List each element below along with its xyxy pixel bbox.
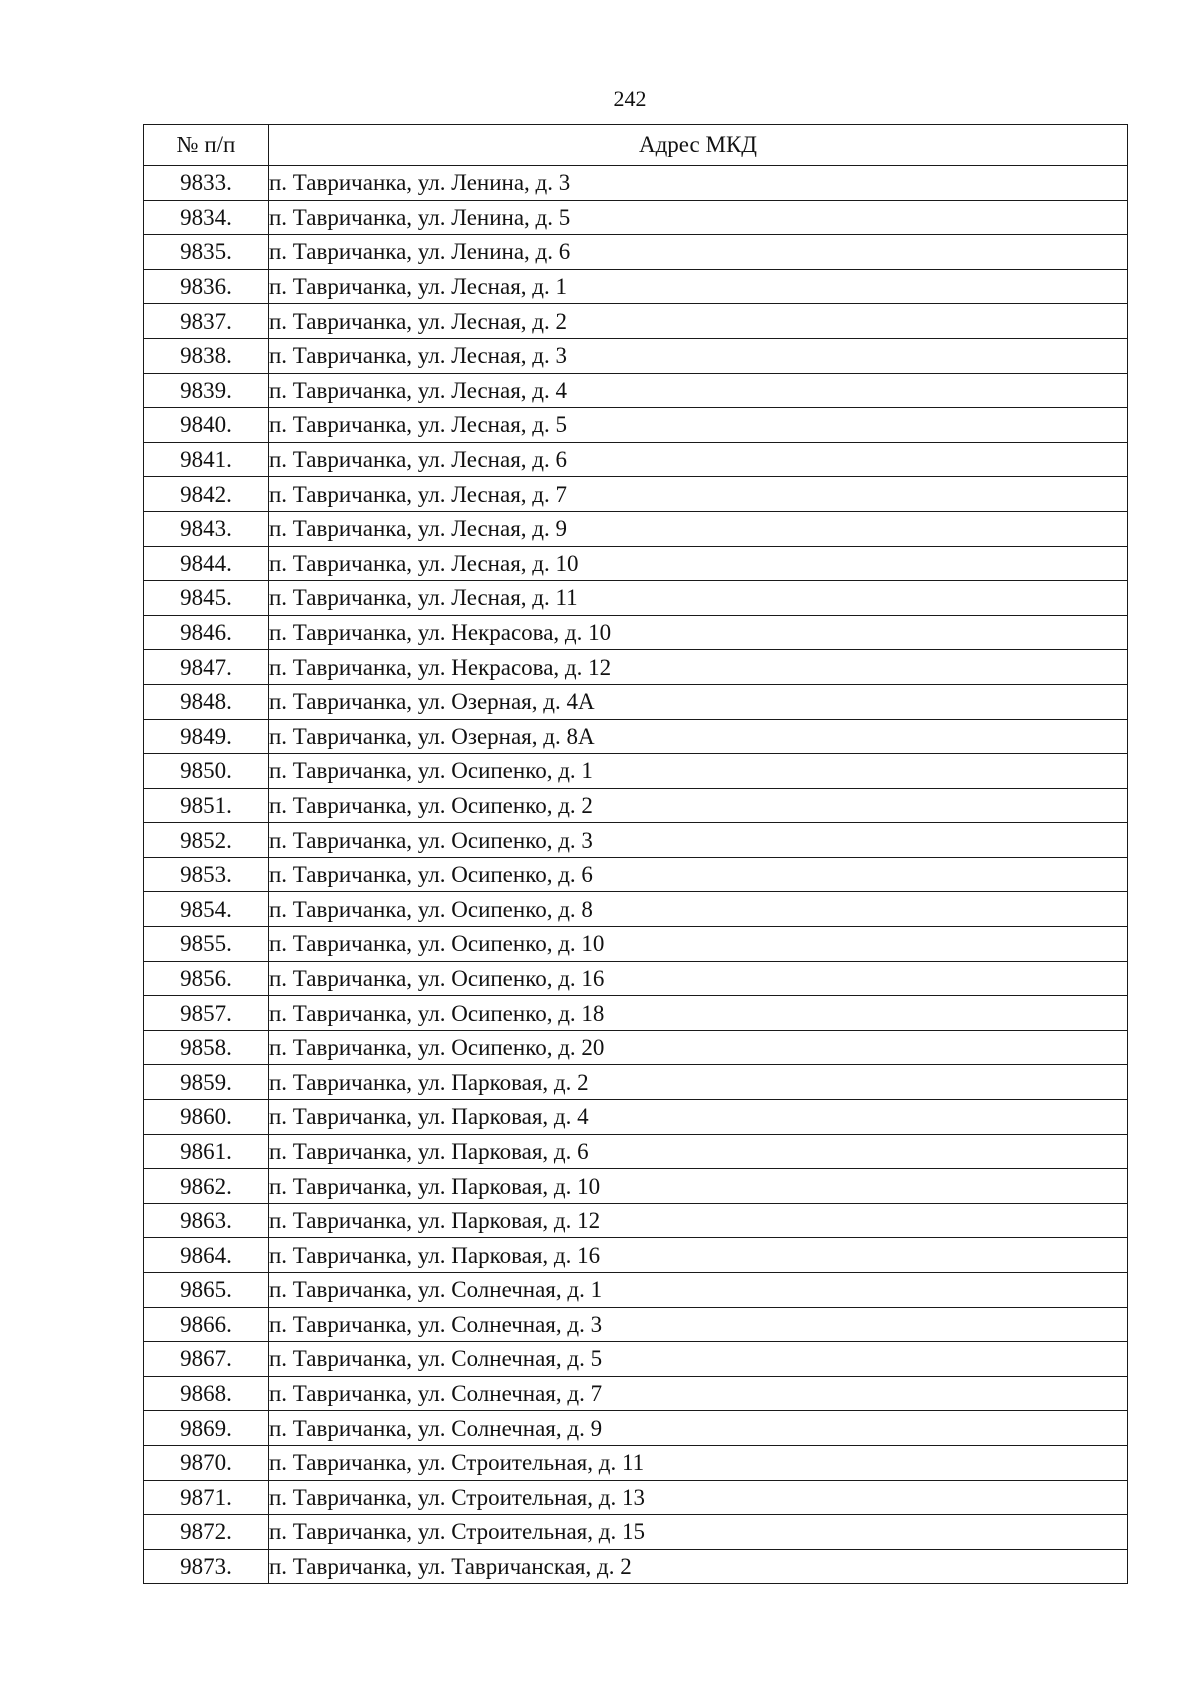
table-row: [144, 442, 1128, 477]
row-number: 9851.: [144, 788, 269, 823]
row-address: п. Тавричанка, ул. Лесная, д. 2: [269, 304, 1128, 339]
row-number: 9859.: [144, 1065, 269, 1100]
row-number: 9870.: [144, 1445, 269, 1480]
table-row: [144, 1273, 1128, 1308]
table-row: [144, 1203, 1128, 1238]
row-number: 9864.: [144, 1238, 269, 1273]
row-address: п. Тавричанка, ул. Парковая, д. 16: [269, 1238, 1128, 1273]
row-address: п. Тавричанка, ул. Осипенко, д. 20: [269, 1030, 1128, 1065]
table-row: [144, 269, 1128, 304]
row-number: 9872.: [144, 1515, 269, 1550]
row-number: 9854.: [144, 892, 269, 927]
row-number: 9871.: [144, 1480, 269, 1515]
row-number: 9868.: [144, 1376, 269, 1411]
table-row: [144, 408, 1128, 443]
row-address: п. Тавричанка, ул. Озерная, д. 8А: [269, 719, 1128, 754]
row-number: 9865.: [144, 1273, 269, 1308]
table-row: [144, 788, 1128, 823]
row-address: п. Тавричанка, ул. Парковая, д. 4: [269, 1100, 1128, 1135]
row-address: п. Тавричанка, ул. Озерная, д. 4А: [269, 684, 1128, 719]
table-row: [144, 615, 1128, 650]
table-row: [144, 1030, 1128, 1065]
row-address: п. Тавричанка, ул. Осипенко, д. 18: [269, 996, 1128, 1031]
row-number: 9846.: [144, 615, 269, 650]
row-number: 9850.: [144, 754, 269, 789]
row-number: 9866.: [144, 1307, 269, 1342]
row-address: п. Тавричанка, ул. Ленина, д. 6: [269, 235, 1128, 270]
row-number: 9861.: [144, 1134, 269, 1169]
row-number: 9852.: [144, 823, 269, 858]
table-row: [144, 166, 1128, 201]
address-table: [143, 124, 1128, 1584]
row-address: п. Тавричанка, ул. Солнечная, д. 7: [269, 1376, 1128, 1411]
row-address: п. Тавричанка, ул. Тавричанская, д. 2: [269, 1549, 1128, 1584]
table-row: [144, 684, 1128, 719]
row-address: п. Тавричанка, ул. Лесная, д. 11: [269, 581, 1128, 616]
row-address: п. Тавричанка, ул. Лесная, д. 5: [269, 408, 1128, 443]
row-address: п. Тавричанка, ул. Осипенко, д. 2: [269, 788, 1128, 823]
table-row: [144, 650, 1128, 685]
row-address: п. Тавричанка, ул. Ленина, д. 5: [269, 200, 1128, 235]
row-address: п. Тавричанка, ул. Строительная, д. 13: [269, 1480, 1128, 1515]
row-address: п. Тавричанка, ул. Строительная, д. 15: [269, 1515, 1128, 1550]
table-row: [144, 1549, 1128, 1584]
row-address: п. Тавричанка, ул. Парковая, д. 6: [269, 1134, 1128, 1169]
row-number: 9845.: [144, 581, 269, 616]
header-row: [144, 125, 1128, 166]
row-number: 9848.: [144, 684, 269, 719]
row-address: п. Тавричанка, ул. Ленина, д. 3: [269, 166, 1128, 201]
row-address: п. Тавричанка, ул. Осипенко, д. 10: [269, 927, 1128, 962]
row-number: 9858.: [144, 1030, 269, 1065]
row-address: п. Тавричанка, ул. Осипенко, д. 3: [269, 823, 1128, 858]
row-address: п. Тавричанка, ул. Лесная, д. 10: [269, 546, 1128, 581]
row-number: 9834.: [144, 200, 269, 235]
row-number: 9857.: [144, 996, 269, 1031]
table-row: [144, 1307, 1128, 1342]
row-number: 9843.: [144, 511, 269, 546]
row-address: п. Тавричанка, ул. Лесная, д. 9: [269, 511, 1128, 546]
table-row: [144, 1376, 1128, 1411]
table-row: [144, 823, 1128, 858]
table-row: [144, 857, 1128, 892]
table-row: [144, 1342, 1128, 1377]
table-row: [144, 754, 1128, 789]
table-row: [144, 511, 1128, 546]
row-address: п. Тавричанка, ул. Парковая, д. 12: [269, 1203, 1128, 1238]
row-number: 9867.: [144, 1342, 269, 1377]
row-number: 9841.: [144, 442, 269, 477]
row-number: 9847.: [144, 650, 269, 685]
row-number: 9860.: [144, 1100, 269, 1135]
row-address: п. Тавричанка, ул. Некрасова, д. 10: [269, 615, 1128, 650]
table-row: [144, 1238, 1128, 1273]
row-address: п. Тавричанка, ул. Парковая, д. 2: [269, 1065, 1128, 1100]
row-number: 9844.: [144, 546, 269, 581]
row-number: 9842.: [144, 477, 269, 512]
row-number: 9873.: [144, 1549, 269, 1584]
row-address: п. Тавричанка, ул. Лесная, д. 4: [269, 373, 1128, 408]
row-address: п. Тавричанка, ул. Осипенко, д. 6: [269, 857, 1128, 892]
row-address: п. Тавричанка, ул. Солнечная, д. 9: [269, 1411, 1128, 1446]
row-number: 9853.: [144, 857, 269, 892]
row-number: 9836.: [144, 269, 269, 304]
column-header-number: № п/п: [144, 125, 269, 166]
table-row: [144, 892, 1128, 927]
table-row: [144, 546, 1128, 581]
row-number: 9838.: [144, 338, 269, 373]
row-address: п. Тавричанка, ул. Лесная, д. 7: [269, 477, 1128, 512]
row-address: п. Тавричанка, ул. Осипенко, д. 8: [269, 892, 1128, 927]
table-row: [144, 719, 1128, 754]
row-address: п. Тавричанка, ул. Солнечная, д. 3: [269, 1307, 1128, 1342]
table-row: [144, 304, 1128, 339]
table-row: [144, 338, 1128, 373]
row-number: 9855.: [144, 927, 269, 962]
row-address: п. Тавричанка, ул. Осипенко, д. 16: [269, 961, 1128, 996]
row-number: 9869.: [144, 1411, 269, 1446]
row-address: п. Тавричанка, ул. Строительная, д. 11: [269, 1445, 1128, 1480]
table-row: [144, 1515, 1128, 1550]
table-row: [144, 581, 1128, 616]
table-body: [144, 166, 1128, 1584]
row-number: 9839.: [144, 373, 269, 408]
table-header: [144, 125, 1128, 166]
column-header-address: Адрес МКД: [269, 125, 1128, 166]
table-row: [144, 1100, 1128, 1135]
table-row: [144, 1169, 1128, 1204]
table-row: [144, 477, 1128, 512]
row-address: п. Тавричанка, ул. Осипенко, д. 1: [269, 754, 1128, 789]
row-number: 9849.: [144, 719, 269, 754]
row-address: п. Тавричанка, ул. Некрасова, д. 12: [269, 650, 1128, 685]
row-address: п. Тавричанка, ул. Лесная, д. 6: [269, 442, 1128, 477]
row-number: 9856.: [144, 961, 269, 996]
table-row: [144, 373, 1128, 408]
table-row: [144, 1480, 1128, 1515]
row-number: 9863.: [144, 1203, 269, 1238]
row-number: 9835.: [144, 235, 269, 270]
row-number: 9833.: [144, 166, 269, 201]
row-number: 9862.: [144, 1169, 269, 1204]
table-row: [144, 1445, 1128, 1480]
row-address: п. Тавричанка, ул. Лесная, д. 1: [269, 269, 1128, 304]
row-address: п. Тавричанка, ул. Солнечная, д. 5: [269, 1342, 1128, 1377]
row-number: 9840.: [144, 408, 269, 443]
row-address: п. Тавричанка, ул. Солнечная, д. 1: [269, 1273, 1128, 1308]
row-number: 9837.: [144, 304, 269, 339]
table-row: [144, 961, 1128, 996]
page-number: 242: [613, 86, 647, 111]
row-address: п. Тавричанка, ул. Лесная, д. 3: [269, 338, 1128, 373]
table-row: [144, 1065, 1128, 1100]
table-row: [144, 996, 1128, 1031]
table-row: [144, 235, 1128, 270]
table-row: [144, 927, 1128, 962]
row-address: п. Тавричанка, ул. Парковая, д. 10: [269, 1169, 1128, 1204]
table-row: [144, 1134, 1128, 1169]
table-row: [144, 200, 1128, 235]
table-row: [144, 1411, 1128, 1446]
